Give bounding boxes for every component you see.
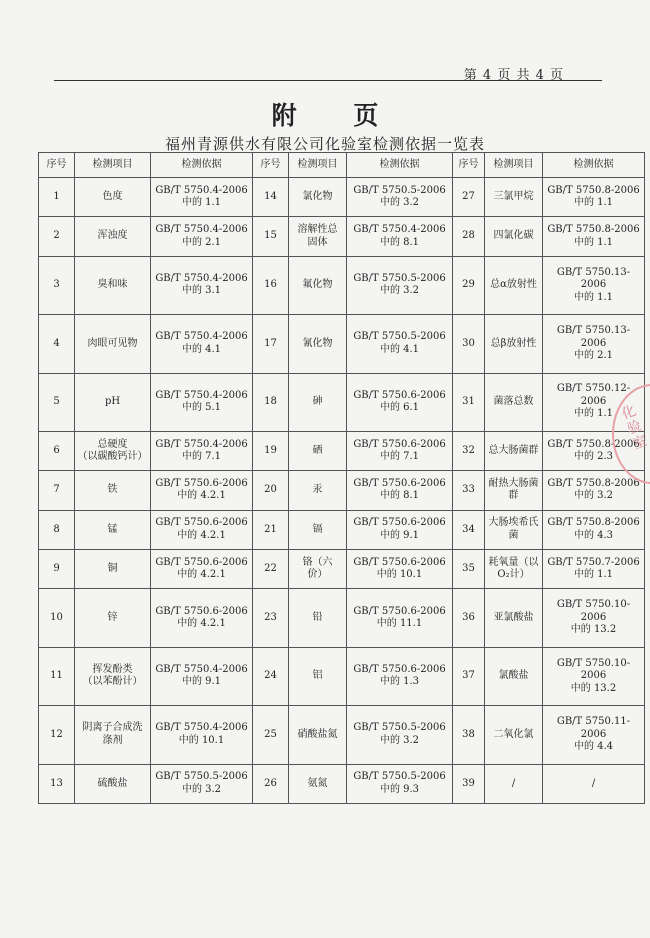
serial-number-cell: 38 (453, 706, 485, 764)
test-item-cell: 亚氯酸盐 (485, 589, 543, 647)
serial-number-cell: 16 (253, 256, 289, 314)
test-item-cell: / (485, 764, 543, 804)
test-item-cell: 菌落总数 (485, 373, 543, 431)
test-item-cell: 铁 (75, 471, 151, 510)
test-item-cell: 氯酸盐 (485, 647, 543, 705)
test-item-cell: 总α放射性 (485, 256, 543, 314)
table-row (39, 510, 645, 549)
test-item-cell: 镉 (289, 510, 347, 549)
stamp-text: 化验室 (617, 402, 650, 454)
serial-number-cell: 3 (39, 256, 75, 314)
serial-number-cell: 20 (253, 471, 289, 510)
test-item-cell: 氯化物 (289, 178, 347, 217)
test-basis-cell: GB/T 5750.5-2006 中的 3.2 (347, 256, 453, 314)
serial-number-cell: 28 (453, 217, 485, 256)
serial-number-cell: 35 (453, 550, 485, 589)
test-item-cell: 氰化物 (289, 315, 347, 373)
test-item-cell: 铜 (75, 550, 151, 589)
serial-number-cell: 26 (253, 764, 289, 804)
serial-number-cell: 4 (39, 315, 75, 373)
serial-number-cell: 29 (453, 256, 485, 314)
test-basis-cell: GB/T 5750.13-2006 中的 1.1 (543, 256, 645, 314)
test-item-cell: 氨氮 (289, 764, 347, 804)
test-item-cell: 大肠埃希氏 菌 (485, 510, 543, 549)
test-basis-cell: GB/T 5750.5-2006 中的 3.2 (347, 178, 453, 217)
test-basis-cell: GB/T 5750.6-2006 中的 1.3 (347, 647, 453, 705)
serial-number-cell: 1 (39, 178, 75, 217)
test-item-cell: 耗氧量（以 O₂计） (485, 550, 543, 589)
table-row (39, 589, 645, 647)
test-item-cell: 总大肠菌群 (485, 431, 543, 470)
test-item-cell: 二氧化氯 (485, 706, 543, 764)
test-basis-cell: GB/T 5750.5-2006 中的 4.1 (347, 315, 453, 373)
test-item-cell: 挥发酚类 （以苯酚计） (75, 647, 151, 705)
test-basis-cell: GB/T 5750.6-2006 中的 4.2.1 (151, 589, 253, 647)
test-basis-cell: GB/T 5750.11-2006 中的 4.4 (543, 706, 645, 764)
test-basis-cell: GB/T 5750.4-2006 中的 2.1 (151, 217, 253, 256)
test-basis-cell: GB/T 5750.6-2006 中的 8.1 (347, 471, 453, 510)
serial-number-cell: 24 (253, 647, 289, 705)
test-item-cell: 臭和味 (75, 256, 151, 314)
serial-number-cell: 22 (253, 550, 289, 589)
test-basis-cell: GB/T 5750.12-2006 中的 1.1 (543, 373, 645, 431)
test-basis-cell: GB/T 5750.4-2006 中的 9.1 (151, 647, 253, 705)
serial-number-cell: 17 (253, 315, 289, 373)
test-basis-cell: GB/T 5750.8-2006 中的 2.3 (543, 431, 645, 470)
test-basis-cell: GB/T 5750.4-2006 中的 1.1 (151, 178, 253, 217)
test-item-cell: 色度 (75, 178, 151, 217)
serial-number-cell: 19 (253, 431, 289, 470)
test-item-cell: 铅 (289, 589, 347, 647)
test-basis-cell: / (543, 764, 645, 804)
serial-number-cell: 2 (39, 217, 75, 256)
test-basis-cell: GB/T 5750.4-2006 中的 5.1 (151, 373, 253, 431)
serial-number-cell: 21 (253, 510, 289, 549)
test-item-cell: 总β放射性 (485, 315, 543, 373)
test-item-cell: 阴离子合成洗 涤剂 (75, 706, 151, 764)
test-basis-cell: GB/T 5750.6-2006 中的 9.1 (347, 510, 453, 549)
table-row (39, 256, 645, 314)
test-basis-cell: GB/T 5750.6-2006 中的 4.2.1 (151, 471, 253, 510)
test-basis-cell: GB/T 5750.4-2006 中的 4.1 (151, 315, 253, 373)
test-item-cell: 浑浊度 (75, 217, 151, 256)
table-body (39, 178, 645, 804)
test-item-cell: 四氯化碳 (485, 217, 543, 256)
test-basis-cell: GB/T 5750.8-2006 中的 1.1 (543, 178, 645, 217)
serial-number-cell: 32 (453, 431, 485, 470)
page-title: 附 页 (271, 101, 403, 130)
serial-number-cell: 33 (453, 471, 485, 510)
test-basis-cell: GB/T 5750.6-2006 中的 10.1 (347, 550, 453, 589)
test-item-cell: 汞 (289, 471, 347, 510)
test-basis-cell: GB/T 5750.4-2006 中的 3.1 (151, 256, 253, 314)
test-item-cell: 氟化物 (289, 256, 347, 314)
test-basis-cell: GB/T 5750.4-2006 中的 8.1 (347, 217, 453, 256)
table-header-row (39, 153, 645, 178)
test-item-cell: 肉眼可见物 (75, 315, 151, 373)
test-basis-cell: GB/T 5750.13-2006 中的 2.1 (543, 315, 645, 373)
serial-number-cell: 37 (453, 647, 485, 705)
serial-number-cell: 31 (453, 373, 485, 431)
test-basis-cell: GB/T 5750.8-2006 中的 3.2 (543, 471, 645, 510)
serial-number-cell: 25 (253, 706, 289, 764)
serial-number-cell: 5 (39, 373, 75, 431)
test-basis-cell: GB/T 5750.10-2006 中的 13.2 (543, 647, 645, 705)
test-item-cell: 锌 (75, 589, 151, 647)
column-header: 序号 (453, 153, 485, 178)
column-header: 序号 (39, 153, 75, 178)
test-item-cell: 砷 (289, 373, 347, 431)
table-row (39, 373, 645, 431)
header-divider (54, 80, 602, 81)
test-item-cell: 硝酸盐氮 (289, 706, 347, 764)
test-basis-cell: GB/T 5750.6-2006 中的 4.2.1 (151, 510, 253, 549)
test-basis-cell: GB/T 5750.4-2006 中的 10.1 (151, 706, 253, 764)
test-item-cell: 总硬度 （以碳酸钙计） (75, 431, 151, 470)
test-basis-cell: GB/T 5750.5-2006 中的 3.2 (151, 764, 253, 804)
serial-number-cell: 9 (39, 550, 75, 589)
test-item-cell: 耐热大肠菌 群 (485, 471, 543, 510)
table-row (39, 550, 645, 589)
test-item-cell: 锰 (75, 510, 151, 549)
test-basis-cell: GB/T 5750.6-2006 中的 7.1 (347, 431, 453, 470)
test-item-cell: pH (75, 373, 151, 431)
page-number: 第 4 页 共 4 页 (463, 68, 564, 83)
serial-number-cell: 30 (453, 315, 485, 373)
serial-number-cell: 27 (453, 178, 485, 217)
test-basis-cell: GB/T 5750.6-2006 中的 6.1 (347, 373, 453, 431)
table-row (39, 647, 645, 705)
serial-number-cell: 7 (39, 471, 75, 510)
table-row (39, 178, 645, 217)
serial-number-cell: 34 (453, 510, 485, 549)
test-basis-cell: GB/T 5750.5-2006 中的 3.2 (347, 706, 453, 764)
test-item-cell: 铬（六 价） (289, 550, 347, 589)
test-basis-cell: GB/T 5750.7-2006 中的 1.1 (543, 550, 645, 589)
column-header: 检测项目 (289, 153, 347, 178)
test-item-cell: 硫酸盐 (75, 764, 151, 804)
serial-number-cell: 10 (39, 589, 75, 647)
test-item-cell: 溶解性总 固体 (289, 217, 347, 256)
test-item-cell: 铝 (289, 647, 347, 705)
serial-number-cell: 18 (253, 373, 289, 431)
column-header: 检测依据 (543, 153, 645, 178)
serial-number-cell: 39 (453, 764, 485, 804)
test-item-cell: 硒 (289, 431, 347, 470)
column-header: 检测依据 (151, 153, 253, 178)
serial-number-cell: 11 (39, 647, 75, 705)
column-header: 检测依据 (347, 153, 453, 178)
inspection-basis-table (38, 152, 645, 804)
serial-number-cell: 8 (39, 510, 75, 549)
test-basis-cell: GB/T 5750.6-2006 中的 11.1 (347, 589, 453, 647)
serial-number-cell: 13 (39, 764, 75, 804)
serial-number-cell: 36 (453, 589, 485, 647)
serial-number-cell: 15 (253, 217, 289, 256)
table-row (39, 431, 645, 470)
test-basis-cell: GB/T 5750.6-2006 中的 4.2.1 (151, 550, 253, 589)
table-row (39, 764, 645, 804)
serial-number-cell: 23 (253, 589, 289, 647)
table-title: 福州青源供水有限公司化验室检测依据一览表 (164, 135, 485, 153)
test-item-cell: 三氯甲烷 (485, 178, 543, 217)
column-header: 序号 (253, 153, 289, 178)
serial-number-cell: 14 (253, 178, 289, 217)
table-row (39, 706, 645, 764)
test-basis-cell: GB/T 5750.8-2006 中的 4.3 (543, 510, 645, 549)
table-row (39, 315, 645, 373)
serial-number-cell: 6 (39, 431, 75, 470)
table-row (39, 471, 645, 510)
column-header: 检测项目 (75, 153, 151, 178)
test-basis-cell: GB/T 5750.5-2006 中的 9.3 (347, 764, 453, 804)
test-basis-cell: GB/T 5750.8-2006 中的 1.1 (543, 217, 645, 256)
test-basis-cell: GB/T 5750.10-2006 中的 13.2 (543, 589, 645, 647)
table-row (39, 217, 645, 256)
test-basis-cell: GB/T 5750.4-2006 中的 7.1 (151, 431, 253, 470)
serial-number-cell: 12 (39, 706, 75, 764)
column-header: 检测项目 (485, 153, 543, 178)
